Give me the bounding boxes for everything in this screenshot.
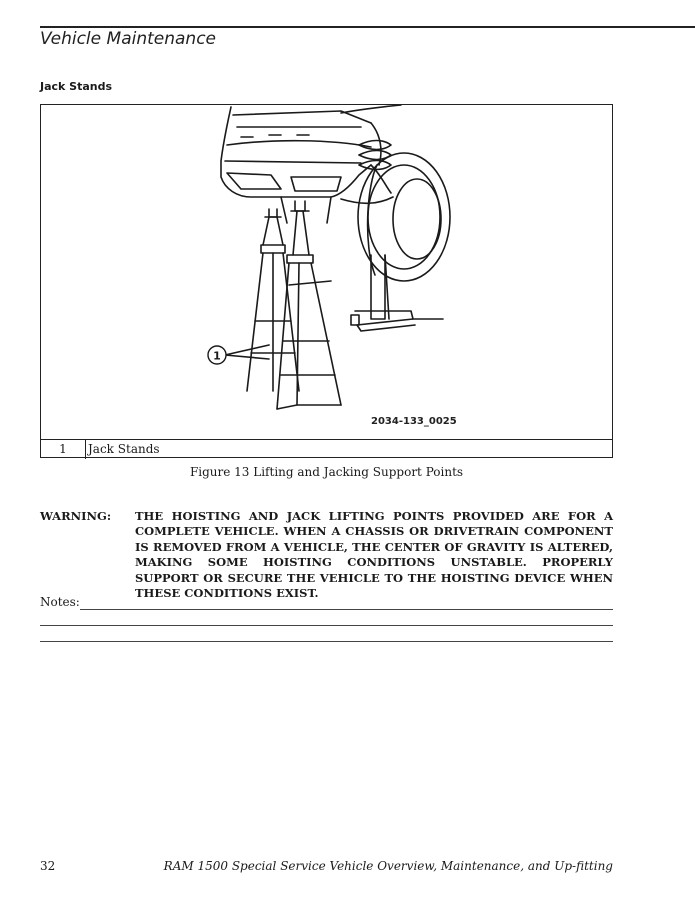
figure-callout-1: 1: [213, 349, 221, 363]
jack-stands-illustration: [41, 105, 612, 439]
notes-line: [40, 641, 613, 642]
figure-legend-row: [41, 439, 612, 459]
page-number: 32: [40, 859, 56, 873]
page-header-title: Vehicle Maintenance: [40, 29, 217, 49]
footer-title: RAM 1500 Special Service Vehicle Overview, Maintenance, and Up-fitting: [163, 859, 613, 873]
header-rule: [40, 26, 695, 28]
legend-label: Jack Stands: [88, 442, 160, 456]
notes-line: [40, 625, 613, 626]
section-heading: Jack Stands: [40, 80, 113, 93]
figure-box: [40, 104, 613, 458]
warning-label: WARNING:: [40, 509, 112, 523]
figure-code: 2034-133_0025: [371, 416, 457, 427]
warning-text: THE HOISTING AND JACK LIFTING POINTS PROVIDED ARE FOR A COMPLETE VEHICLE. WHEN A CHASSIS OR DRIVETRAIN COMPONENT IS REMOVED FROM A VEHICLE, THE CENTER OF GRAVITY IS ALTERED, MAKING SOME HOISTING CONDITIONS UNSTABLE. PROPERLY SUPPORT OR SECURE THE VEHICLE TO THE HOISTING DEVICE WHEN THESE CONDITIONS EXIST.: [135, 509, 613, 601]
figure-caption: Figure 13 Lifting and Jacking Support Points: [189, 465, 464, 479]
notes-label: Notes:: [40, 595, 80, 609]
legend-number: 1: [41, 440, 86, 459]
notes-line: [80, 609, 613, 610]
